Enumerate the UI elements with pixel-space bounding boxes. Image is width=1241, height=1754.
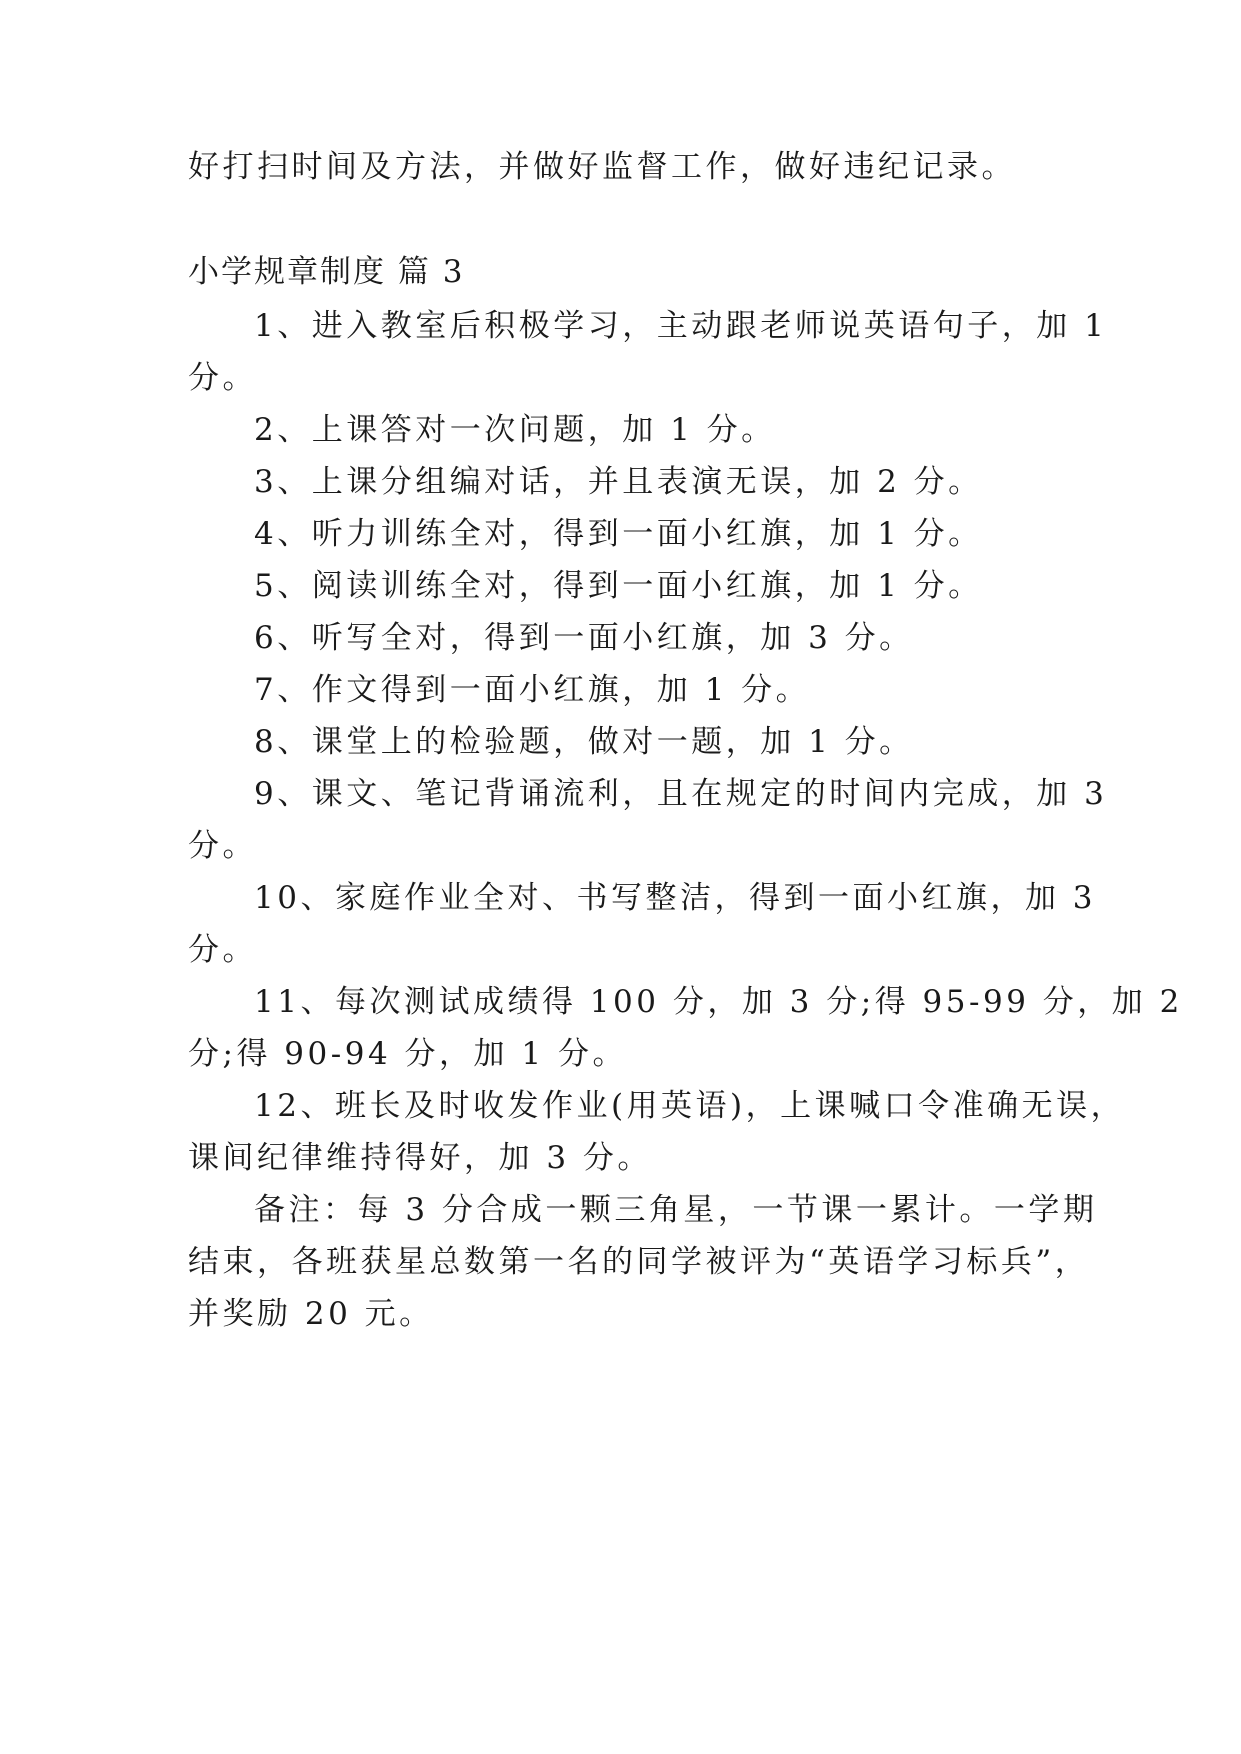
rule-12-line-1: 12、班长及时收发作业(用英语)，上课喊口令准确无误， (254, 1088, 1126, 1124)
rule-2: 2、上课答对一次问题，加 1 分。 (254, 412, 776, 448)
rule-4: 4、听力训练全对，得到一面小红旗，加 1 分。 (254, 516, 983, 552)
rule-5: 5、阅读训练全对，得到一面小红旗，加 1 分。 (254, 568, 983, 604)
carryover-line: 好打扫时间及方法，并做好监督工作，做好违纪记录。 (188, 149, 1016, 185)
rule-11-line-1: 11、每次测试成绩得 100 分，加 3 分;得 95-99 分，加 2 (254, 984, 1183, 1020)
rule-12-line-2: 课间纪律维持得好，加 3 分。 (188, 1140, 652, 1176)
rule-8: 8、课堂上的检验题，做对一题，加 1 分。 (254, 724, 914, 760)
rule-1-line-2: 分。 (188, 360, 257, 396)
rule-10-line-1: 10、家庭作业全对、书写整洁，得到一面小红旗，加 3 (254, 880, 1097, 916)
rule-7: 7、作文得到一面小红旗，加 1 分。 (254, 672, 811, 708)
note-line-3: 并奖励 20 元。 (188, 1296, 434, 1332)
rule-9-line-1: 9、课文、笔记背诵流利，且在规定的时间内完成，加 3 (254, 776, 1108, 812)
rule-10-line-2: 分。 (188, 932, 257, 968)
rule-3: 3、上课分组编对话，并且表演无误，加 2 分。 (254, 464, 983, 500)
rule-9-line-2: 分。 (188, 828, 257, 864)
rule-6: 6、听写全对，得到一面小红旗，加 3 分。 (254, 620, 914, 656)
rule-11-line-2: 分;得 90-94 分，加 1 分。 (188, 1036, 627, 1072)
note-line-2: 结束，各班获星总数第一名的同学被评为“英语学习标兵”， (188, 1244, 1090, 1280)
section-title: 小学规章制度 篇 3 (188, 254, 465, 290)
rule-1-line-1: 1、进入教室后积极学习，主动跟老师说英语句子，加 1 (254, 308, 1108, 344)
note-line-1: 备注：每 3 分合成一颗三角星，一节课一累计。一学期 (254, 1192, 1098, 1228)
